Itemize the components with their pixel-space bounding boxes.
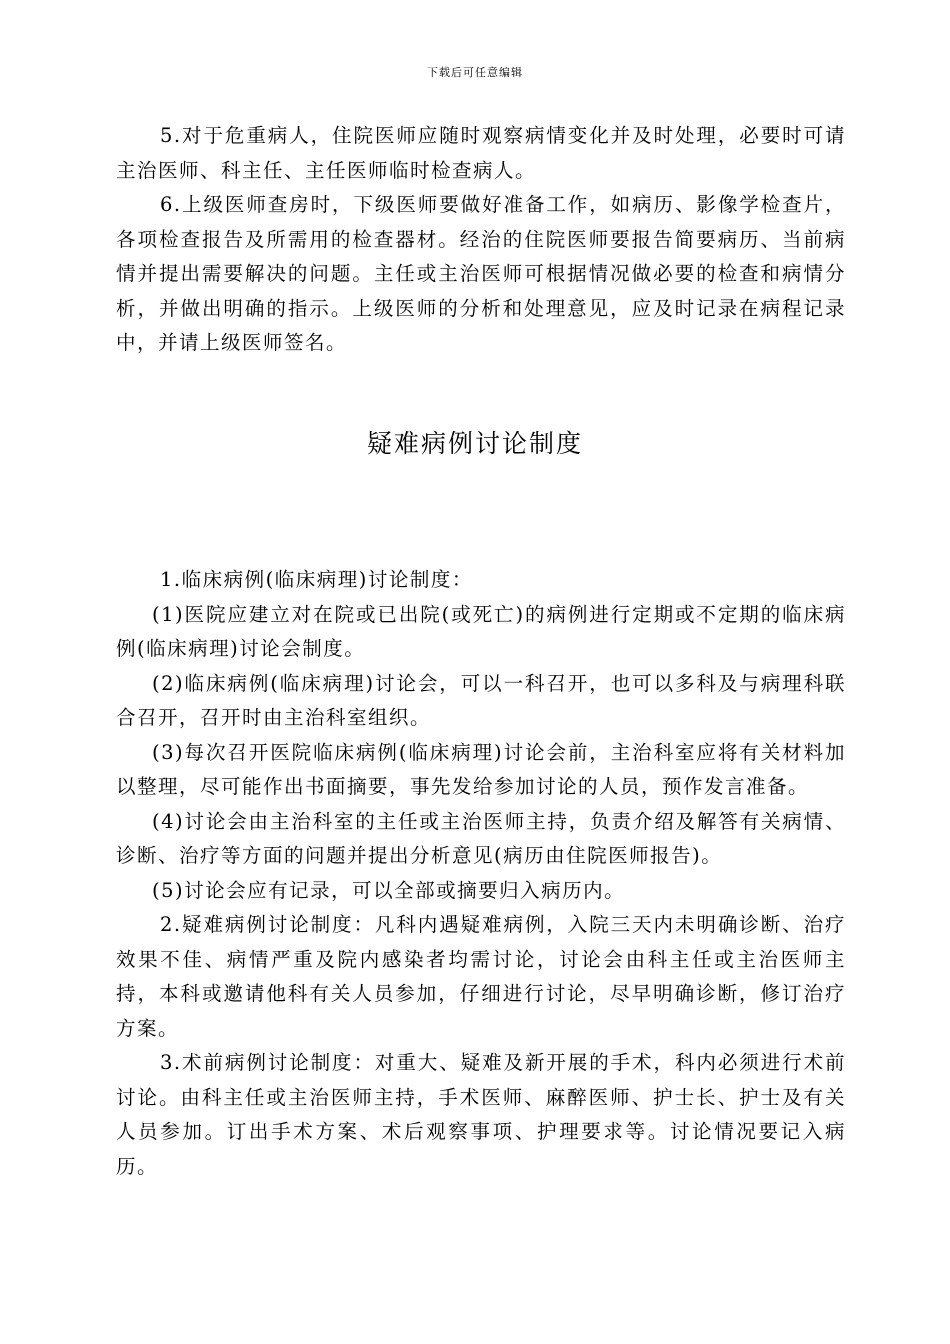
page-header-note: 下载后可任意编辑	[427, 66, 523, 79]
paragraph-item-6: 6.上级医师查房时，下级医师要做好准备工作，如病历、影像学检查片，各项检查报告及所需用的检查器材。经治的住院医师要报告简要病历、当前病情并提出需要解决的问题。主任或主治医师可根据情况做必要的检查和病情分析，并做出明确的指示。上级医师的分析和处理意见，应及时记录在病程记录中，并请上级医师签名。	[116, 193, 846, 354]
rule-sub-item-4: (4)讨论会由主治科室的主任或主治医师主持，负责介绍及解答有关病情、诊断、治疗等方面的问题并提出分析意见(病历由住院医师报告)。	[116, 809, 846, 867]
rule-heading-1: 1.临床病例(临床病理)讨论制度：	[160, 568, 473, 591]
rule-sub-item-1: (1)医院应建立对在院或已出院(或死亡)的病例进行定期或不定期的临床病例(临床病理)讨论会制度。	[116, 602, 846, 660]
rule-sub-item-5: (5)讨论会应有记录，可以全部或摘要归入病历内。	[152, 878, 626, 902]
top-text-block	[116, 119, 846, 361]
discussion-rules-block	[116, 563, 846, 1184]
paragraph-item-5: 5.对于危重病人，住院医师应随时观察病情变化并及时处理，必要时可请主治医师、科主任、主任医师临时检查病人。	[116, 124, 846, 182]
rule-heading-3: 3.术前病例讨论制度：对重大、疑难及新开展的手术，科内必须进行术前讨论。由科主任或主治医师主持，手术医师、麻醉医师、护士长、护士及有关人员参加。订出手术方案、术后观察事项、护理要求等。讨论情况要记入病历。	[116, 1051, 846, 1178]
rule-heading-2: 2.疑难病例讨论制度：凡科内遇疑难病例，入院三天内未明确诊断、治疗效果不佳、病情严重及院内感染者均需讨论，讨论会由科主任或主治医师主持，本科或邀请他科有关人员参加，仔细进行讨论，尽早明确诊断，修订治疗方案。	[116, 913, 846, 1040]
rule-sub-item-3: (3)每次召开医院临床病例(临床病理)讨论会前，主治科室应将有关材料加以整理，尽可能作出书面摘要，事先发给参加讨论的人员，预作发言准备。	[116, 740, 846, 798]
rule-sub-item-2: (2)临床病例(临床病理)讨论会，可以一科召开，也可以多科及与病理科联合召开，召开时由主治科室组织。	[116, 671, 846, 729]
section-title: 疑难病例讨论制度	[366, 429, 583, 458]
